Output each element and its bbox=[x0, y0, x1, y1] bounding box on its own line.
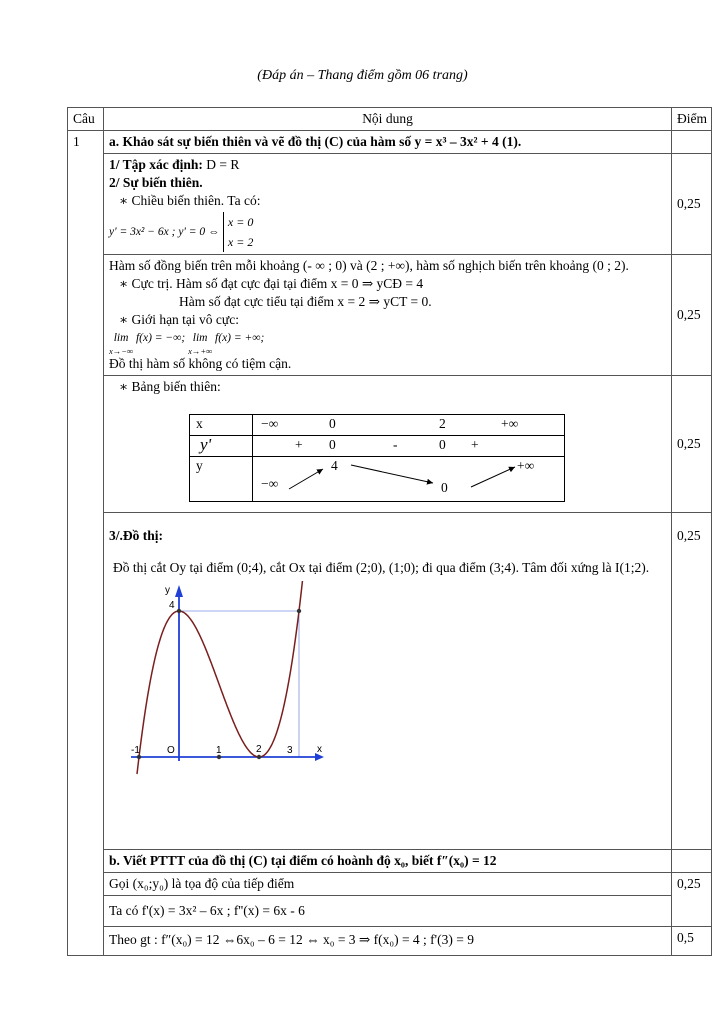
row1-content bbox=[104, 154, 672, 255]
lim2-sub: x→+∞ bbox=[188, 346, 213, 356]
tick-label-neg1: -1 bbox=[131, 745, 140, 756]
bbt-y-minusinf: −∞ bbox=[261, 476, 279, 491]
header-noidung: Nội dung bbox=[104, 108, 672, 131]
variation-table bbox=[189, 414, 565, 502]
question-number: 1 bbox=[68, 131, 104, 956]
answer-table bbox=[67, 107, 712, 956]
row4-score-value: 0,25 bbox=[677, 528, 701, 543]
tick-label-2: 2 bbox=[256, 744, 262, 755]
row2-content bbox=[104, 255, 672, 376]
bbt-sign: + bbox=[471, 437, 479, 452]
part-a-row bbox=[68, 131, 712, 154]
row7-score: 0,5 bbox=[672, 927, 712, 956]
row3-content bbox=[104, 376, 672, 513]
bbt-y-max: 4 bbox=[331, 458, 338, 473]
row1-score: 0,25 bbox=[672, 154, 712, 255]
bbt-sign: 0 bbox=[329, 437, 336, 452]
bbt-x-value: 0 bbox=[329, 416, 336, 431]
row3-score: 0,25 bbox=[672, 376, 712, 513]
monotonic-text: Hàm số đồng biến trên mỗi khoảng (- ∞ ; 0) và (2 ; +∞), hàm số nghịch biến trên khoảng (0 ; 2). bbox=[109, 258, 629, 273]
row7-content: Theo gt : f″(x₀) = 12 ⇔6x₀ – 6 = 12 ⇔ x₀ = 3 ⇒ f(x₀) = 4 ; f'(3) = 9 bbox=[104, 927, 672, 956]
y-axis-label: y bbox=[165, 585, 170, 596]
header-cau: Câu bbox=[68, 108, 104, 131]
limit-title: ∗ Giới hạn tại vô cực: bbox=[119, 312, 239, 327]
bbt-x-value: −∞ bbox=[261, 416, 279, 431]
bbt-y-min: 0 bbox=[441, 480, 448, 495]
lim2-main: lim bbox=[192, 332, 208, 344]
domain-label: 1/ Tập xác định: bbox=[109, 157, 203, 172]
graph-title: 3/.Đồ thị: bbox=[109, 528, 163, 543]
table-row bbox=[68, 154, 712, 255]
bbt-y-values bbox=[253, 457, 564, 501]
function-graph bbox=[109, 581, 349, 781]
x-axis-label: x bbox=[317, 744, 322, 755]
part-b-title: b. Viết PTTT của đồ thị (C) tại điểm có hoành độ x₀, biết f″(x₀) = 12 bbox=[104, 850, 672, 873]
bbt-yprime-values bbox=[259, 436, 558, 456]
row4-content bbox=[104, 513, 672, 850]
table-row bbox=[68, 896, 712, 927]
part-b-row bbox=[68, 850, 712, 873]
lim1-sub: x→−∞ bbox=[109, 346, 134, 356]
asymptote-text: Đồ thị hàm số không có tiệm cận. bbox=[109, 356, 292, 371]
bbt-title: ∗ Bảng biến thiên: bbox=[119, 379, 221, 394]
bbt-y-plusinf: +∞ bbox=[517, 458, 535, 473]
row6-content: Ta có f'(x) = 3x² – 6x ; f''(x) = 6x - 6 bbox=[104, 896, 672, 927]
bbt-arrow-up-1 bbox=[289, 469, 323, 489]
lim1-rest: f(x) = −∞; bbox=[133, 332, 186, 344]
graph-description: Đồ thị cắt Oy tại điểm (0;4), cắt Ox tại điểm (2;0), (1;0); đi qua điểm (3;4). Tâm đối xứng là I(1;2). bbox=[113, 560, 650, 575]
extremum-min: Hàm số đạt cực tiểu tại điểm x = 2 ⇒ yCT = 0. bbox=[179, 294, 432, 309]
tick-label-4: 4 bbox=[169, 600, 175, 611]
table-row bbox=[68, 927, 712, 956]
bbt-x-value: 2 bbox=[439, 416, 446, 431]
lim1-main: lim bbox=[113, 332, 129, 344]
extremum-max: ∗ Cực trị. Hàm số đạt cực đại tại điểm x = 0 ⇒ yCĐ = 4 bbox=[119, 276, 424, 291]
direction-line: ∗ Chiều biến thiên. Ta có: bbox=[119, 193, 261, 208]
table-row bbox=[68, 255, 712, 376]
graph-point bbox=[257, 755, 261, 759]
page-header: (Đáp án – Thang điểm gồm 06 trang) bbox=[257, 68, 468, 83]
table-row bbox=[68, 513, 712, 850]
bbt-y-label: y bbox=[190, 457, 253, 502]
header-diem: Điểm bbox=[672, 108, 712, 131]
bbt-x-value: +∞ bbox=[501, 416, 519, 431]
empty-score bbox=[672, 131, 712, 154]
tick-label-1: 1 bbox=[216, 745, 222, 756]
bbt-arrow-down bbox=[351, 465, 433, 483]
table-header-row bbox=[68, 108, 712, 131]
bbt-sign: 0 bbox=[439, 437, 446, 452]
y-axis-arrow bbox=[175, 585, 183, 597]
row5-score: 0,25 bbox=[672, 873, 712, 927]
bbt-arrow-up-2 bbox=[471, 467, 515, 487]
row5-content: Gọi (x₀;y₀) là tọa độ của tiếp điểm bbox=[104, 873, 672, 896]
empty-score bbox=[672, 850, 712, 873]
bbt-arrows bbox=[253, 457, 569, 501]
table-row bbox=[68, 873, 712, 896]
solution-2: x = 2 bbox=[227, 235, 254, 249]
lim2-rest: f(x) = +∞; bbox=[212, 332, 265, 344]
solution-system bbox=[223, 212, 253, 252]
variation-title: 2/ Sự biến thiên. bbox=[109, 175, 203, 190]
domain-value: D = R bbox=[202, 157, 240, 172]
row2-score: 0,25 bbox=[672, 255, 712, 376]
bbt-sign: + bbox=[295, 437, 303, 452]
graph-point bbox=[177, 609, 181, 613]
graph-point bbox=[297, 609, 301, 613]
row4-score bbox=[672, 513, 712, 850]
tick-label-3: 3 bbox=[287, 745, 293, 756]
bbt-x-label: x bbox=[190, 415, 253, 436]
table-row bbox=[68, 376, 712, 513]
bbt-sign: - bbox=[393, 437, 398, 452]
part-a-title: a. Khảo sát sự biến thiên và vẽ đồ thị (C) của hàm số y = x³ – 3x² + 4 (1). bbox=[104, 131, 672, 154]
bbt-yprime-label: y' bbox=[190, 436, 253, 457]
limits-line bbox=[109, 329, 666, 355]
derivative-formula: y' = 3x² − 6x ; y' = 0 ⇔ bbox=[109, 226, 220, 239]
origin-label: O bbox=[167, 745, 175, 756]
solution-1: x = 0 bbox=[227, 215, 254, 229]
bbt-x-values bbox=[259, 415, 558, 435]
